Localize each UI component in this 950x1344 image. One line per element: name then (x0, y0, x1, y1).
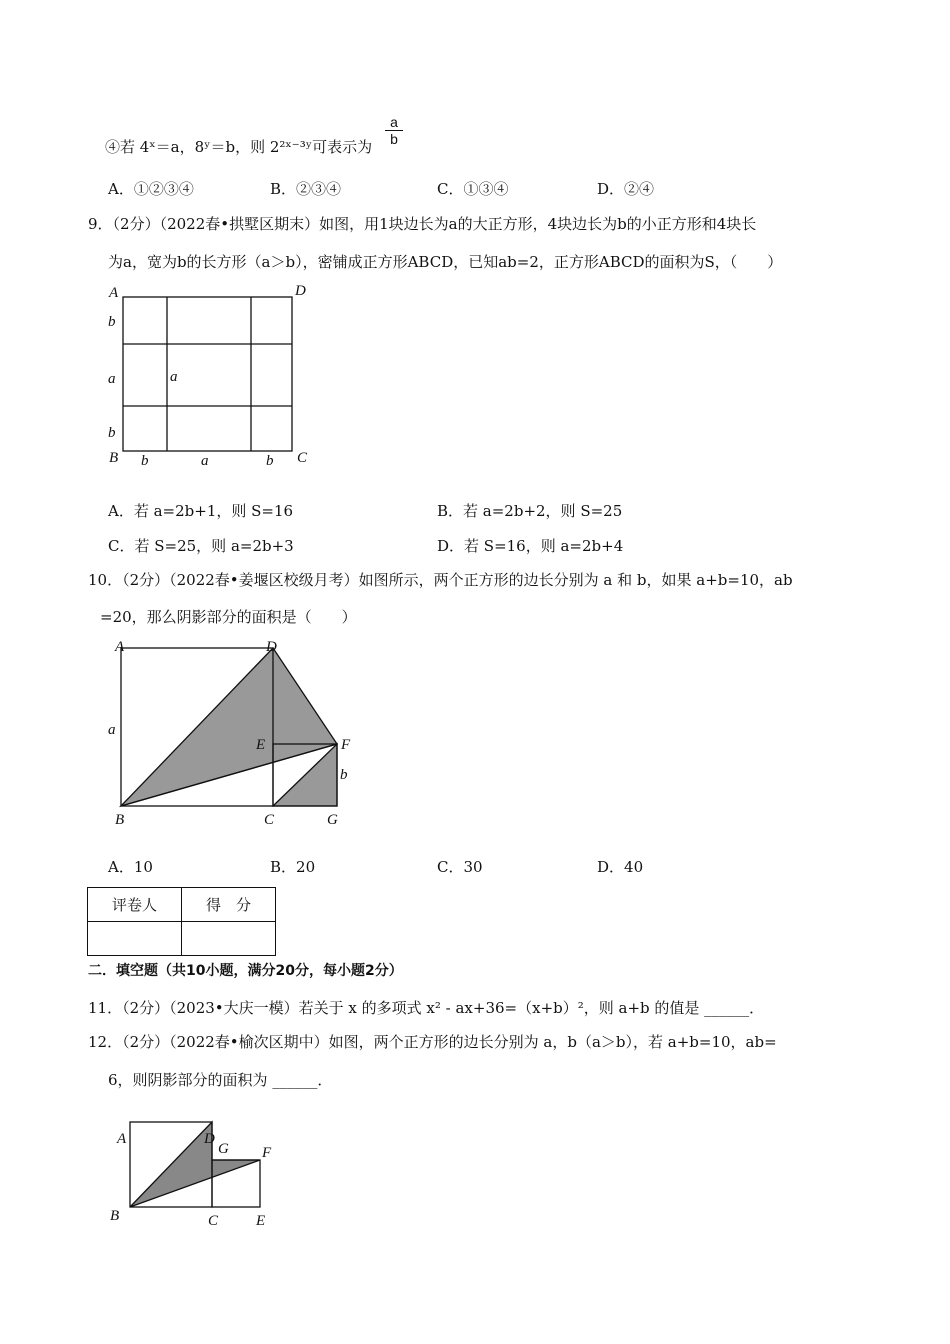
q9-label-D: D (295, 283, 306, 299)
q10-label-C: C (264, 812, 275, 828)
q9-label-b: b (108, 425, 116, 441)
q10-label-G: G (327, 812, 338, 828)
q12-label-D: D (204, 1131, 215, 1147)
fraction-numerator: a (385, 114, 403, 131)
q9-figure (123, 297, 292, 451)
q10-label-A: A (115, 639, 125, 655)
reviewer-cell[interactable] (88, 922, 182, 956)
q10-label-b: b (340, 767, 348, 783)
q9-label-A: A (109, 285, 119, 301)
q8-option-c[interactable]: C．①③④ (437, 180, 509, 198)
q12-label-E: E (256, 1213, 266, 1229)
fraction-denominator: b (390, 131, 398, 147)
q9-label-a: a (201, 453, 209, 469)
q9-label-C: C (297, 450, 308, 466)
q10-option-d[interactable]: D．40 (597, 858, 644, 876)
q9-label-a: a (108, 371, 116, 387)
q9-option-b[interactable]: B．若 a=2b+2，则 S=25 (437, 502, 623, 520)
q10-label-D: D (266, 639, 277, 655)
q10-label-E: E (256, 737, 266, 753)
q8-option-d[interactable]: D．②④ (597, 180, 655, 198)
q9-line2: 为a，宽为b的长方形（a＞b），密铺成正方形ABCD，已知ab=2，正方形ABCD的面积为S，（ ） (108, 253, 783, 271)
q8-option-b[interactable]: B．②③④ (270, 180, 342, 198)
q9-label-b: b (108, 314, 116, 330)
q11-text: 11．（2分）（2023•大庆一模）若关于 x 的多项式 x² - ax+36=（x+b）²，则 a+b 的值是 ______． (88, 999, 765, 1017)
q9-option-d[interactable]: D．若 S=16，则 a=2b+4 (437, 537, 624, 555)
q9-label-b: b (141, 453, 149, 469)
q10-option-a[interactable]: A．10 (108, 858, 153, 876)
q12-label-G: G (218, 1141, 229, 1157)
q9-option-c[interactable]: C．若 S=25，则 a=2b+3 (108, 537, 294, 555)
q9-option-a[interactable]: A．若 a=2b+1，则 S=16 (108, 502, 294, 520)
q9-label-a-inner: a (170, 369, 178, 385)
section-2-title: 二．填空题（共10小题，满分20分，每小题2分） (88, 963, 403, 979)
score-header: 得 分 (182, 888, 276, 922)
score-cell[interactable] (182, 922, 276, 956)
score-table (87, 887, 276, 956)
q10-option-b[interactable]: B．20 (270, 858, 316, 876)
q9-label-B: B (109, 450, 119, 466)
q10-label-B: B (115, 812, 125, 828)
q12-line2: 6，则阴影部分的面积为 ______． (108, 1071, 333, 1089)
q10-line2: =20，那么阴影部分的面积是（ ） (100, 608, 357, 626)
q10-line1: 10．（2分）（2022春•姜堰区校级月考）如图所示，两个正方形的边长分别为 a 和 b，如果 a+b=10，ab (88, 571, 793, 589)
q9-line1: 9．（2分）（2022春•拱墅区期末）如图，用1块边长为a的大正方形，4块边长为b的小正方形和4块长 (88, 215, 757, 233)
q12-label-F: F (262, 1145, 272, 1161)
q10-label-F: F (341, 737, 351, 753)
q10-option-c[interactable]: C．30 (437, 858, 483, 876)
reviewer-header: 评卷人 (88, 888, 182, 922)
q12-figure (130, 1122, 260, 1207)
q8-item4-text: ④若 4ˣ＝a，8ʸ＝b，则 2²ˣ⁻³ʸ可表示为 (105, 138, 373, 156)
q12-label-C: C (208, 1213, 219, 1229)
q8-option-a[interactable]: A．①②③④ (108, 180, 194, 198)
q10-label-a: a (108, 722, 116, 738)
q12-line1: 12．（2分）（2022春•榆次区期中）如图，两个正方形的边长分别为 a，b（a＞b），若 a+b=10，ab= (88, 1033, 777, 1051)
q10-figure (121, 648, 337, 806)
q12-label-B: B (110, 1208, 120, 1224)
q9-label-b: b (266, 453, 274, 469)
q12-label-A: A (117, 1131, 127, 1147)
